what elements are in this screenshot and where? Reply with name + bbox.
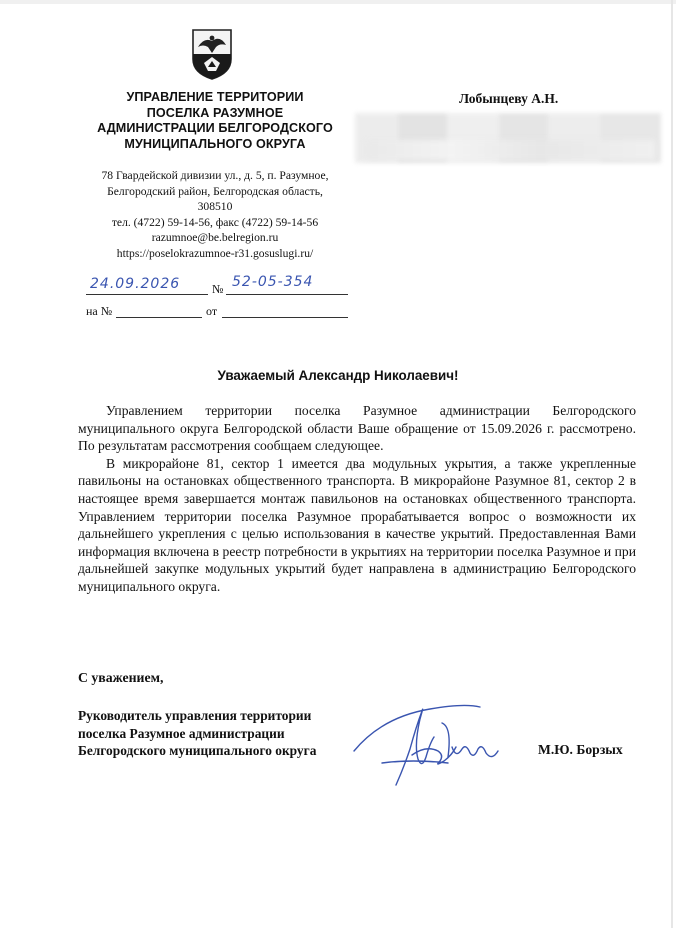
signature-icon <box>352 697 512 789</box>
redacted-address-line <box>365 140 655 160</box>
closing: С уважением, <box>78 670 164 685</box>
handwritten-date: 24.09.2026 <box>90 276 181 292</box>
registration-block <box>86 276 356 322</box>
reference-label: на № <box>86 304 113 318</box>
organization-line: АДМИНИСТРАЦИИ БЕЛГОРОДСКОГО <box>97 121 333 136</box>
address-line: Белгородский район, Белгородская область, <box>107 184 323 198</box>
address-line: 78 Гвардейской дивизии ул., д. 5, п. Разумное, <box>101 169 329 182</box>
position-line: Руководитель управления территории <box>78 708 312 723</box>
from-label: от <box>206 304 218 318</box>
position-line: Белгородского муниципального округа <box>78 743 317 759</box>
signatory-position <box>78 707 316 760</box>
handwritten-number: 52-05-354 <box>232 274 314 290</box>
body-paragraph: В микрорайоне 81, сектор 1 имеется два модульных укрытия, а также укрепленные павильоны на остановках общественного транспорта. В микрорайоне Разумное 81, сектор 2 в настоящее время завершается монтаж павильонов на остановках общественного транспорта. Управлением территории поселка Разумное прорабатывается вопрос о возможности их дальнейшего укрепления с целью использования в качестве укрытий. Предоставленная Вами информация включена в реестр потребности в укрытиях на территории поселка Разумное и при дальнейшей закупке модульных укрытий будет направлена в администрацию Белгородского муниципального округа. <box>78 455 636 594</box>
signatory-name: М.Ю. Борзых <box>538 742 623 757</box>
organization-address <box>70 168 360 261</box>
date-underline <box>86 294 208 295</box>
address-line: 308510 <box>197 200 233 213</box>
organization-line: ПОСЕЛКА РАЗУМНОЕ <box>146 105 284 120</box>
position-line: поселка Разумное администрации <box>78 725 285 741</box>
body-paragraph: Управлением территории поселка Разумное администрации Белгородского муниципального округа Белгородской области Ваше обращение от 15.09.2026 г. рассмотрено. По результатам рассмотрения сообщаем следующее. <box>78 403 636 454</box>
scan-edge-top <box>0 0 676 4</box>
website-line: https://poselokrazumnoe-r31.gosuslugi.ru/ <box>116 246 314 260</box>
coat-of-arms-icon <box>190 27 234 81</box>
phone-fax-line: тел. (4722) 59-14-56, факс (4722) 59-14-56 <box>111 215 319 229</box>
email-line: razumnoe@be.belregion.ru <box>151 231 279 244</box>
organization-name <box>70 90 360 152</box>
organization-line: УПРАВЛЕНИЕ ТЕРРИТОРИИ <box>126 90 304 104</box>
organization-line: МУНИЦИПАЛЬНОГО ОКРУГА <box>124 136 306 151</box>
number-underline <box>226 294 348 295</box>
from-underline <box>222 317 348 318</box>
recipient-name: Лобынцеву А.Н. <box>459 91 559 106</box>
scan-edge-right <box>671 0 673 928</box>
reference-underline <box>116 317 202 318</box>
number-label: № <box>212 282 224 296</box>
letter-body <box>78 402 636 596</box>
greeting: Уважаемый Александр Николаевич! <box>217 368 459 383</box>
